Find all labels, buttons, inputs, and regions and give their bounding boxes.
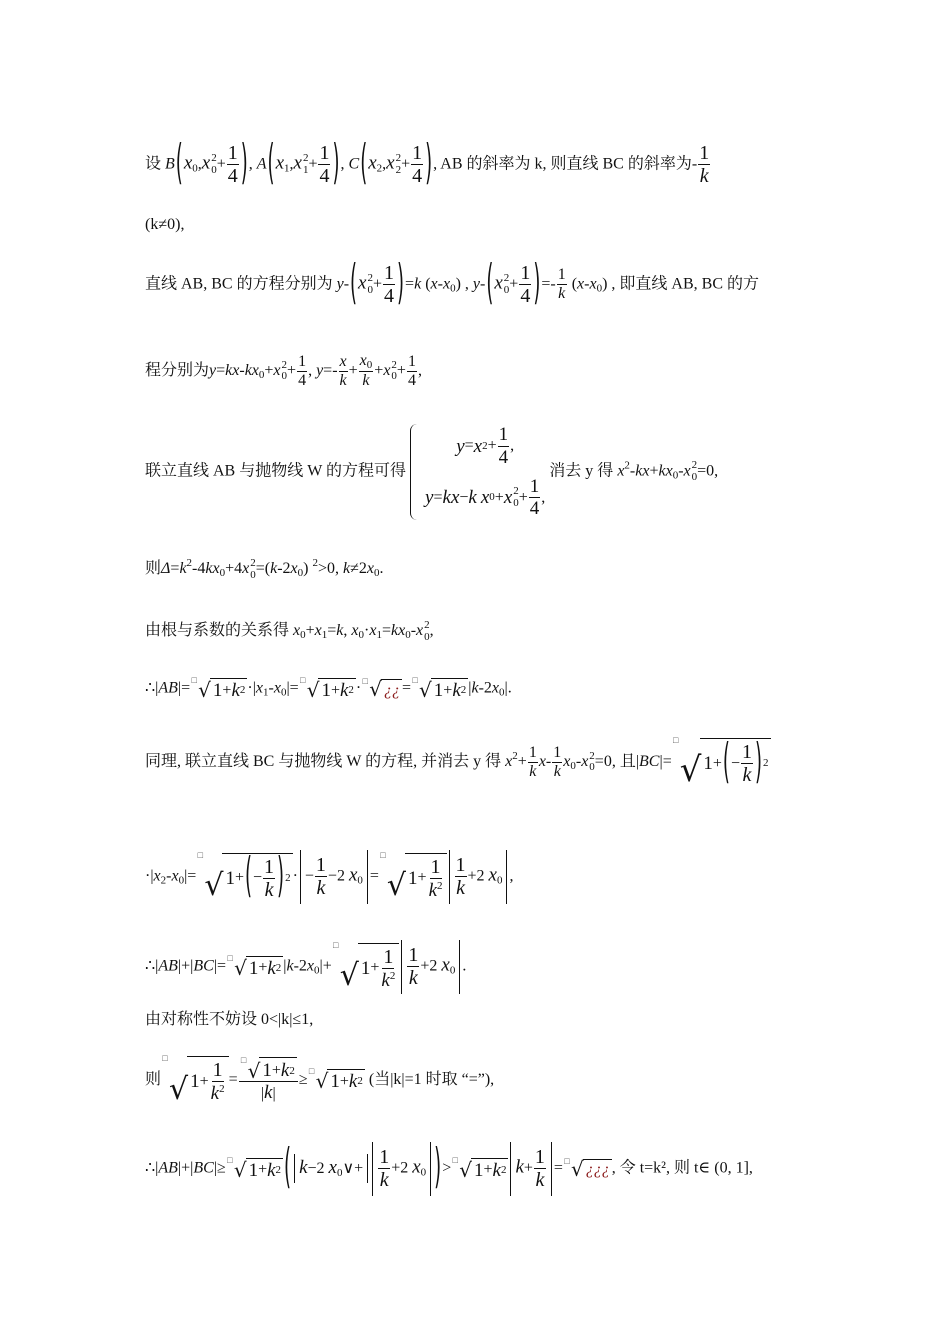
text-line13-start: 则: [145, 1071, 162, 1089]
line-14: ∴|AB|+|BC|≥ □ √ 1 + k 2 ( k−2 $x_0\vee+$ $\frac{1}{k}$ +2 $x_0$ )> □ √ 1 + k 2 k+ $\frac{1}{k}$ = □ √ ¿¿¿ , 令 t=k², 则 t∈ (0, 1],: [145, 1140, 753, 1195]
text-line4-start: 程分别为: [145, 361, 210, 379]
text-set: 设: [145, 155, 162, 173]
text-line5-end: 消去 y 得: [549, 462, 614, 480]
line-12: [145, 1012, 313, 1028]
line-1: 设 $B(x_0,x$ 2 0 + $\frac{1}{4}$ ), $A(x_1,x$ 2 1 + $\frac{1}{4}$ ), $C(x_2,x$ 2 2 + $\frac{1}{4}$ ), AB 的斜率为 k, 则直线 BC 的斜率为- $\frac{1}{k}$: [145, 136, 710, 191]
text-line3-start: 直线 AB, BC 的方程分别为: [145, 275, 333, 293]
garbled-text: ¿¿: [384, 681, 400, 699]
text-line5-start: 联立直线 AB 与抛物线 W 的方程可得: [145, 462, 407, 480]
line-11: ∴|AB|+|BC|= □ √ 1 + k 2 $|k-2x_0|+$ □ √ 1 + $\frac{1}{k^2}$ $\frac{1}{k}$ +2 $x_0$ .: [145, 939, 467, 994]
text-line13-note: (当|k|=1 时取 “=”),: [368, 1071, 495, 1089]
line-2: [145, 217, 184, 233]
garbled-text-2: ¿¿¿: [585, 1161, 610, 1179]
text-line14-end: 令 t=k², 则 t∈ (0, 1],: [619, 1159, 753, 1177]
text-line12: 由对称性不妨设 0<|k|≤1,: [145, 1011, 314, 1028]
line-10: $\cdot|x_2-x_0|=$ □ √ 1 + ( − $\frac{1}{k}$ ) 2 · − $\frac{1}{k}$ −2 $x_0$ = □ √ 1 + $\frac{1}{k^2}$ $\frac{1}{k}$ +2 $x_0$ ,: [145, 849, 514, 905]
line-8: ∴|AB|= □ √ 1 + k 2 $\cdot|x_1-x_0|=$ □ √ 1 + k 2 · □ √ ¿¿ = □ √ 1 + k 2 $|k-2x_0|$.: [145, 675, 512, 702]
line-6: 则$\Delta=k^2-4kx_0+4x$ 2 0 $=(k-2x_0)$ $^2$>0, $k\ne 2x_0$.: [145, 557, 384, 581]
line-4: 程分别为$y=kx-kx_0+x$ 2 0 + $\frac{1}{4}$ , y=- $\frac{x}{k}$ + $\frac{x_0}{k}$ +x 2 0 + $\frac{1}{4}$ ,: [145, 352, 422, 390]
text-cond: (k≠0),: [145, 216, 185, 233]
line-7: 由根与系数的关系得 $x_0+x_1=k$, $x_0\cdot x_1=kx_0-x$ 2 0 ,: [145, 619, 434, 643]
text-line7: 由根与系数的关系得: [145, 622, 290, 640]
line-9: 同理, 联立直线 BC 与抛物线 W 的方程, 并消去 y 得 $x^2+$ $\frac{1}{k}$ x- $\frac{1}{k}$ $x_0-x$ 2 0 =0, 且|BC|= □ √ 1 + ( − $\frac{1}{k}$ ) 2: [145, 735, 769, 790]
text-line3-end: , 即直线 AB, BC 的方: [611, 275, 759, 293]
equation-system: y = x 2 + $\frac{1}{4}$ , y = kx − k x 0 + x 2 0 + $\frac{1}{4}$ ,: [410, 424, 545, 520]
line-13: 则 □ √ 1 + $\frac{1}{k^2}$ = □ √ 1 + k 2 |k| ≥ □ √ 1 + k 2 (当|k|=1 时取 “=”),: [145, 1053, 495, 1107]
line-3: 直线 AB, BC 的方程分别为 y-(x 2 0 + $\frac{1}{4}$ )=k $(x-x_0)$ , y-(x 2 0 + $\frac{1}{4}$ )=- $\frac{1}{k}$ $(x-x_0)$ , 即直线 AB, BC 的方: [145, 256, 759, 311]
line-5: 联立直线 AB 与抛物线 W 的方程可得 y = x 2 + $\frac{1}{4}$ , y = kx − k x 0 + x 2 0 + $\frac{1}{4}$ , 消去 y 得 $x^2-kx+kx_0-x$ 2 0 =0,: [145, 424, 719, 520]
text-line9-start: 同理, 联立直线 BC 与抛物线 W 的方程, 并消去 y 得: [145, 753, 502, 771]
text-slope: AB 的斜率为 k, 则直线 BC 的斜率为-: [440, 155, 698, 173]
text-line6-start: 则: [145, 560, 162, 578]
